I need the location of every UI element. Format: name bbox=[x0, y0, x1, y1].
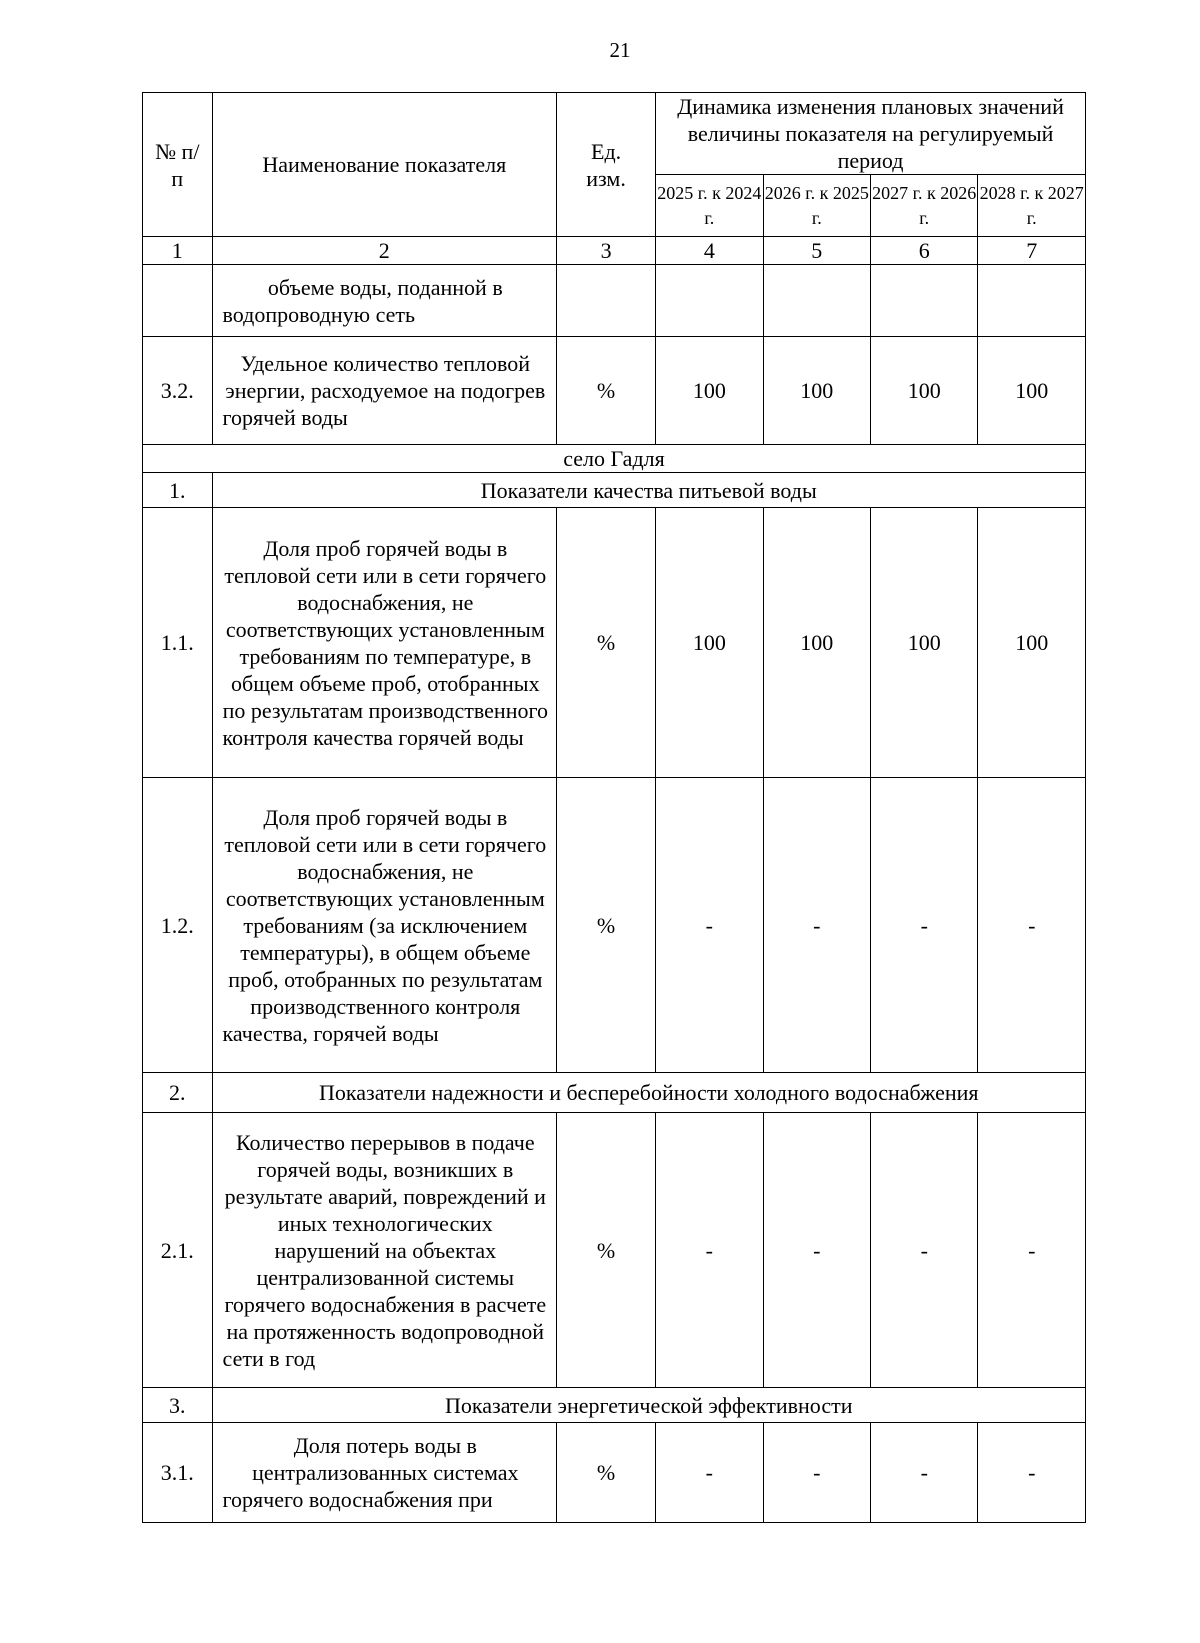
section-number: 2. bbox=[143, 1073, 213, 1113]
header-col-dynamics: Динамика изменения плановых значений величины показателя на регулируемый период bbox=[656, 93, 1086, 175]
value-cell: - bbox=[763, 1113, 870, 1388]
value-cell: 100 bbox=[656, 337, 763, 445]
column-index: 7 bbox=[978, 237, 1086, 265]
value-cell: - bbox=[656, 1113, 763, 1388]
unit bbox=[557, 265, 656, 337]
value-cell: 100 bbox=[871, 337, 978, 445]
row-number: 1.1. bbox=[143, 508, 213, 778]
value-cell: 100 bbox=[656, 508, 763, 778]
header-row bbox=[143, 93, 1086, 175]
value-cell: 100 bbox=[763, 508, 870, 778]
unit: % bbox=[557, 1423, 656, 1523]
value-cell: 100 bbox=[978, 508, 1086, 778]
row-number bbox=[143, 265, 213, 337]
value-cell bbox=[978, 265, 1086, 337]
column-index: 4 bbox=[656, 237, 763, 265]
value-cell: - bbox=[763, 778, 870, 1073]
value-cell: - bbox=[656, 778, 763, 1073]
section-title: Показатели энергетической эффективности bbox=[212, 1388, 1085, 1423]
value-cell: - bbox=[763, 1423, 870, 1523]
column-index: 3 bbox=[557, 237, 656, 265]
value-cell: - bbox=[871, 778, 978, 1073]
value-cell: - bbox=[656, 1423, 763, 1523]
indicators-table bbox=[142, 92, 1086, 1523]
indicator-name: объеме воды, поданной в водопроводную сеть bbox=[212, 265, 557, 337]
section-row bbox=[143, 473, 1086, 508]
value-cell: - bbox=[978, 1113, 1086, 1388]
indicator-name: Доля потерь воды в централизованных системах горячего водоснабжения при bbox=[212, 1423, 557, 1523]
value-cell: - bbox=[978, 778, 1086, 1073]
indicator-name: Доля проб горячей воды в тепловой сети или в сети горячего водоснабжения, не соответствующих установленным требованиям по температуре, в общем объеме проб, отобранных по результатам производственного контроля качества горячей воды bbox=[212, 508, 557, 778]
value-cell bbox=[763, 265, 870, 337]
unit: % bbox=[557, 1113, 656, 1388]
value-cell: 100 bbox=[978, 337, 1086, 445]
table-row bbox=[143, 1423, 1086, 1523]
header-year: 2027 г. к 2026 г. bbox=[871, 175, 978, 237]
table-row bbox=[143, 337, 1086, 445]
row-number: 2.1. bbox=[143, 1113, 213, 1388]
unit: % bbox=[557, 337, 656, 445]
table-row bbox=[143, 508, 1086, 778]
value-cell bbox=[656, 265, 763, 337]
column-index: 5 bbox=[763, 237, 870, 265]
column-index: 6 bbox=[871, 237, 978, 265]
value-cell: - bbox=[871, 1113, 978, 1388]
indicator-name: Количество перерывов в подаче горячей воды, возникших в результате аварий, повреждений и иных технологических нарушений на объектах централизованной системы горячего водоснабжения в расчете на протяженность водопроводной сети в год bbox=[212, 1113, 557, 1388]
section-title: Показатели качества питьевой воды bbox=[212, 473, 1085, 508]
section-number: 3. bbox=[143, 1388, 213, 1423]
header-col-num: № п/п bbox=[143, 93, 213, 237]
row-number: 3.2. bbox=[143, 337, 213, 445]
section-title: Показатели надежности и бесперебойности холодного водоснабжения bbox=[212, 1073, 1085, 1113]
header-year: 2025 г. к 2024 г. bbox=[656, 175, 763, 237]
row-number: 1.2. bbox=[143, 778, 213, 1073]
value-cell bbox=[871, 265, 978, 337]
value-cell: - bbox=[871, 1423, 978, 1523]
locality-title: село Гадля bbox=[143, 445, 1086, 473]
table-row bbox=[143, 265, 1086, 337]
value-cell: 100 bbox=[763, 337, 870, 445]
row-number: 3.1. bbox=[143, 1423, 213, 1523]
column-index: 2 bbox=[212, 237, 557, 265]
section-row bbox=[143, 1388, 1086, 1423]
locality-row bbox=[143, 445, 1086, 473]
header-year: 2026 г. к 2025 г. bbox=[763, 175, 870, 237]
indicator-name: Удельное количество тепловой энергии, расходуемое на подогрев горячей воды bbox=[212, 337, 557, 445]
table-row bbox=[143, 1113, 1086, 1388]
indicator-name: Доля проб горячей воды в тепловой сети или в сети горячего водоснабжения, не соответствующих установленным требованиям (за исключением температуры), в общем объеме проб, отобранных по результатам производственного контроля качества, горячей воды bbox=[212, 778, 557, 1073]
section-row bbox=[143, 1073, 1086, 1113]
unit: % bbox=[557, 508, 656, 778]
section-number: 1. bbox=[143, 473, 213, 508]
column-index-row bbox=[143, 237, 1086, 265]
column-index: 1 bbox=[143, 237, 213, 265]
header-col-unit: Ед. изм. bbox=[557, 93, 656, 237]
header-year: 2028 г. к 2027 г. bbox=[978, 175, 1086, 237]
table-row bbox=[143, 778, 1086, 1073]
value-cell: 100 bbox=[871, 508, 978, 778]
page-number: 21 bbox=[609, 38, 631, 62]
unit: % bbox=[557, 778, 656, 1073]
value-cell: - bbox=[978, 1423, 1086, 1523]
header-col-name: Наименование показателя bbox=[212, 93, 557, 237]
